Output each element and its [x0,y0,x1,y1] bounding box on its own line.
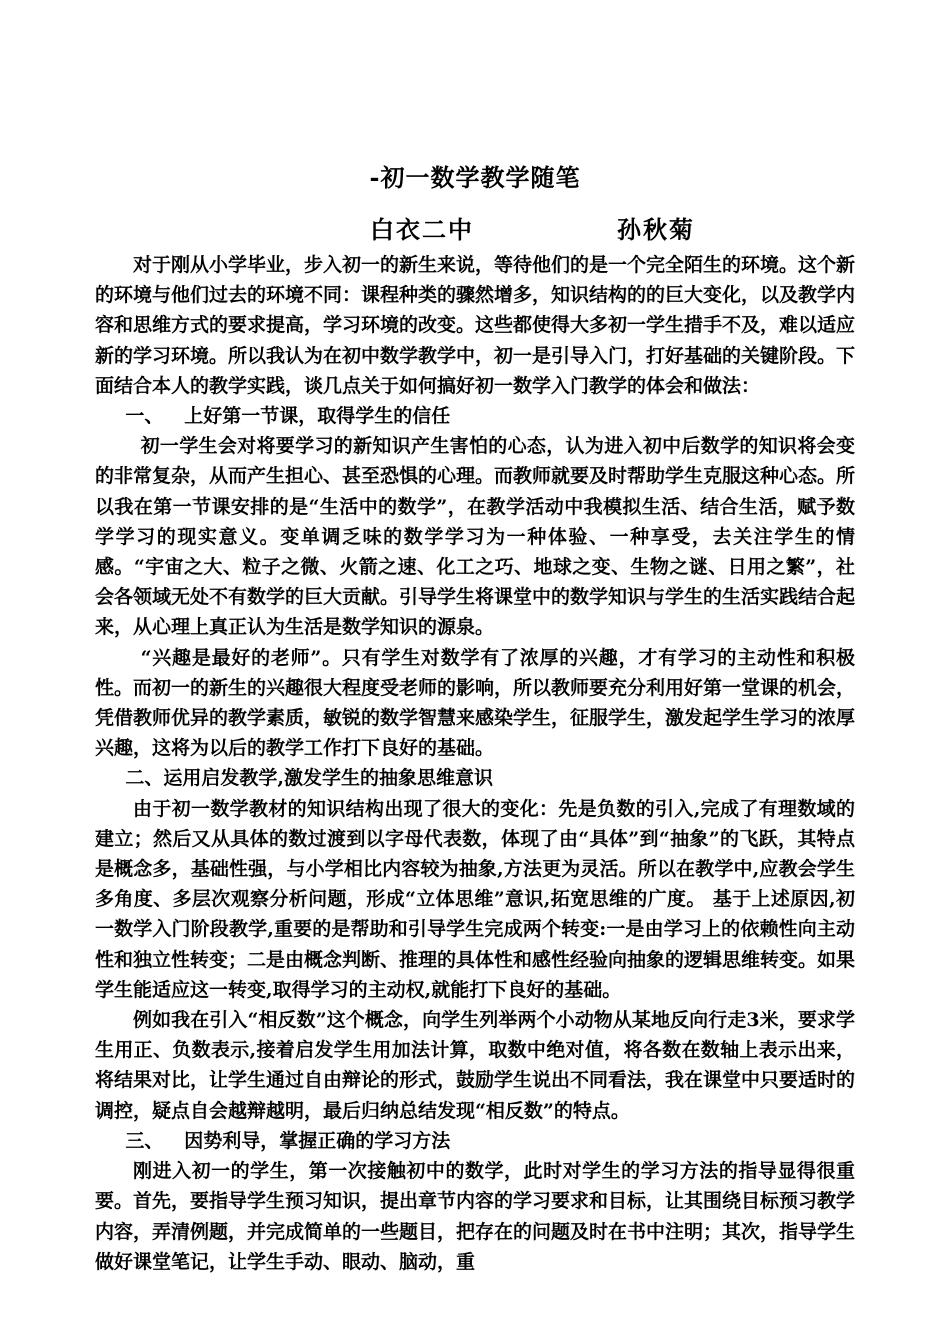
school-name: 白衣二中 [370,215,474,244]
section3-paragraph-1: 刚进入初一的学生，第一次接触初中的数学，此时对学生的学习方法的指导显得很重要。首先，要指导学生预习知识，提出章节内容的学习要求和目标，让其围绕目标预习教学内容，弄清例题，并完成简单的一些题目，把存在的问题及时在书中注明；其次，指导学生做好课堂笔记，让学生手动、眼动、脑动，重 [95,1160,856,1273]
section-number-3: 三、 [125,1129,164,1152]
intro-paragraph: 对于刚从小学毕业，步入初一的新生来说，等待他们的是一个完全陌生的环境。这个新的环境与他们过去的环境不同：课程种类的骤然增多，知识结构的的巨大变化，以及教学内容和思维方式的要求提高，学习环境的改变。这些都使得大多初一学生措手不及，难以适应新的学习环境。所以我认为在初中数学教学中，初一是引导入门，打好基础的关键阶段。下面结合本人的教学实践，谈几点关于如何搞好初一数学入门教学的体会和做法： [95,254,856,397]
section-title-1: 上好第一节课，取得学生的信任 [184,405,451,428]
author-name: 孙秋菊 [617,215,695,244]
document-title: -初一数学教学随笔 [369,163,581,192]
section2-paragraph-1: 由于初一数学教材的知识结构出现了很大的变化：先是负数的引入,完成了有理数域的建立；然后又从具体的数过渡到以字母代表数，体现了由“具体”到“抽象”的飞跃，其特点是概念多，基础性强，与小学相比内容较为抽象,方法更为灵活。所以在教学中,应教会学生多角度、多层次观察分析问题，形成“立体思维”意识,拓宽思维的广度。 基于上述原因,初一数学入门阶段教学,重要的是帮助和引导学生完成两个转变:一是由学习上的依赖性向主动性和独立性转变；二是由概念判断、推理的具体性和感性经验向抽象的逻辑思维转变。如果学生能适应这一转变,取得学习的主动权,就能打下良好的基础。 [95,797,856,1001]
section2-paragraph-2: 例如我在引入“相反数”这个概念，向学生列举两个小动物从某地反向行走3米，要求学生用正、负数表示,接着启发学生用加法计算，取数中绝对值，将各数在数轴上表示出来，将结果对比，让学生通过自由辩论的形式，鼓励学生说出不同看法，我在课堂中只要适时的调控，疑点自会越辩越明，最后归纳总结发现“相反数”的特点。 [95,1009,856,1122]
section-heading-3 [95,1126,855,1156]
section-heading-1 [95,401,855,431]
section1-paragraph-2: “兴趣是最好的老师”。只有学生对数学有了浓厚的兴趣，才有学习的主动性和积极性。而初一的新生的兴趣很大程度受老师的影响，所以教师要充分利用好第一堂课的机会，凭借教师优异的教学素质，敏锐的数学智慧来感染学生，征服学生，激发起学生学习的浓厚兴趣，这将为以后的教学工作打下良好的基础。 [95,646,856,760]
section-number-1: 一、 [125,405,164,428]
section-title-3: 因势利导，掌握正确的学习方法 [184,1129,451,1152]
document-body [95,250,855,1277]
section-heading-2: 二、运用启发教学,激发学生的抽象思维意识 [125,767,494,790]
section1-paragraph-1: 初一学生会对将要学习的新知识产生害怕的心态，认为进入初中后数学的知识将会变的非常复杂，从而产生担心、甚至恐惧的心理。而教师就要及时帮助学生克服这种心态。所以我在第一节课安排的是“生活中的数学”，在教学活动中我模拟生活、结合生活，赋予数学学习的现实意义。变单调乏味的数学学习为一种体验、一种享受，去关注学生的情感。“宇宙之大、粒子之微、火箭之速、化工之巧、地球之变、生物之谜、日用之繁”，社会各领域无处不有数学的巨大贡献。引导学生将课堂中的数学知识与学生的生活实践结合起来，从心理上真正认为生活是数学知识的源泉。 [95,435,856,639]
